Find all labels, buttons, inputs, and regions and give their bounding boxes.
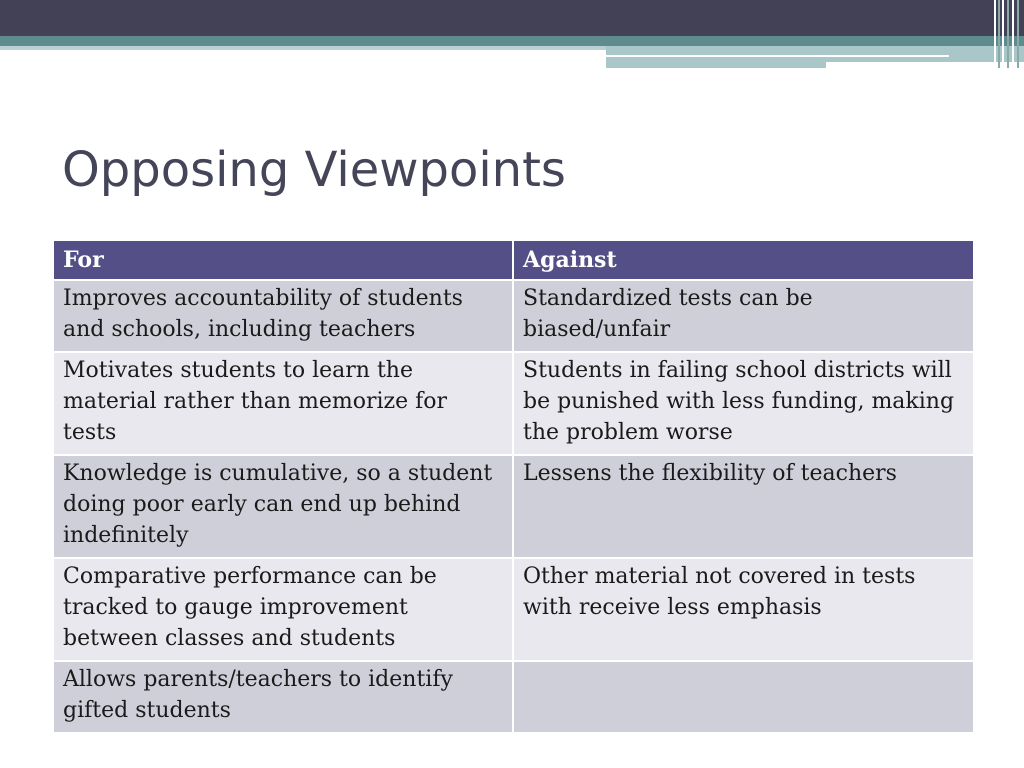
comparison-table bbox=[52, 239, 975, 734]
header-vertical-stripe bbox=[994, 0, 996, 68]
slide-title: Opposing Viewpoints bbox=[62, 142, 566, 198]
header-band-right-accent bbox=[606, 46, 1024, 62]
header-vertical-stripe bbox=[1017, 0, 1019, 68]
header-vertical-stripe bbox=[1012, 0, 1014, 68]
table-header-row bbox=[53, 240, 974, 280]
header-vertical-stripe bbox=[998, 0, 1000, 68]
header-band-teal bbox=[0, 36, 1024, 46]
table-row bbox=[53, 661, 974, 733]
against-cell bbox=[513, 661, 974, 733]
table-row bbox=[53, 352, 974, 455]
against-cell: Lessens the flexibility of teachers bbox=[513, 455, 974, 558]
header-band-right-lower bbox=[606, 62, 826, 68]
header-band-teal-light bbox=[0, 46, 606, 50]
for-cell: Motivates students to learn the material rather than memorize for tests bbox=[53, 352, 513, 455]
against-cell: Students in failing school districts will be punished with less funding, making the problem worse bbox=[513, 352, 974, 455]
table-row bbox=[53, 280, 974, 352]
header-band-dark bbox=[0, 0, 1024, 36]
for-cell: Improves accountability of students and schools, including teachers bbox=[53, 280, 513, 352]
header-for: For bbox=[53, 240, 513, 280]
header-vertical-stripe bbox=[1007, 0, 1009, 68]
header-accent-line bbox=[606, 55, 949, 57]
table-row bbox=[53, 455, 974, 558]
for-cell: Allows parents/teachers to identify gifted students bbox=[53, 661, 513, 733]
header-against: Against bbox=[513, 240, 974, 280]
against-cell: Other material not covered in tests with receive less emphasis bbox=[513, 558, 974, 661]
for-cell: Knowledge is cumulative, so a student doing poor early can end up behind indefinitely bbox=[53, 455, 513, 558]
against-cell: Standardized tests can be biased/unfair bbox=[513, 280, 974, 352]
header-vertical-stripe bbox=[1002, 0, 1004, 68]
table-row bbox=[53, 558, 974, 661]
for-cell: Comparative performance can be tracked to gauge improvement between classes and students bbox=[53, 558, 513, 661]
